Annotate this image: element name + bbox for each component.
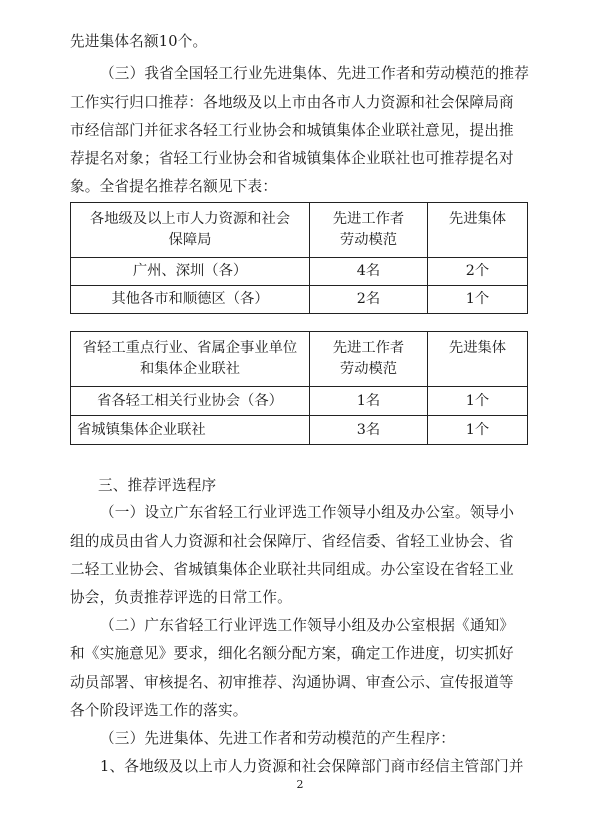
table-cell: 其他各市和顺德区（各） xyxy=(71,286,310,314)
table-row xyxy=(71,387,528,416)
table-header-row xyxy=(71,332,528,387)
table-header-row xyxy=(71,203,528,258)
paragraph-line: 各个阶段评选工作的落实。 xyxy=(70,702,248,719)
table-row xyxy=(71,258,528,286)
paragraph-line: （三）我省全国轻工行业先进集体、先进工作者和劳动模范的推荐 xyxy=(100,65,530,82)
table-row xyxy=(71,416,528,445)
table-header-cell: 省轻工重点行业、省属企事业单位 和集体企业联社 xyxy=(71,332,310,387)
table-cell: 2名 xyxy=(310,286,428,314)
paragraph-line: （三）先进集体、先进工作者和劳动模范的产生程序： xyxy=(100,730,456,747)
paragraph-line: 1、各地级及以上市人力资源和社会保障部门商市经信主管部门并 xyxy=(100,758,524,775)
paragraph-line: 先进集体名额10个。 xyxy=(70,33,208,50)
paragraph-line: 二轻工业协会、省城镇集体企业联社共同组成。办公室设在省轻工业 xyxy=(70,561,514,578)
paragraph-line: 荐提名对象；省轻工行业协会和省城镇集体企业联社也可推荐提名对 xyxy=(70,150,514,167)
table-cell: 1个 xyxy=(428,387,528,416)
paragraph-line: 组的成员由省人力资源和社会保障厅、省经信委、省轻工业协会、省 xyxy=(70,533,514,550)
section-heading: 三、推荐评选程序 xyxy=(98,477,217,494)
table-header-cell: 各地级及以上市人力资源和社会 保障局 xyxy=(71,203,310,258)
table-cell: 4名 xyxy=(310,258,428,286)
table-cell: 省各轻工相关行业协会（各） xyxy=(71,387,310,416)
paragraph-line: 和《实施意见》要求，细化名额分配方案，确定工作进度，切实抓好 xyxy=(70,645,514,662)
table-cell: 省城镇集体企业联社 xyxy=(71,416,310,445)
table-cell: 3名 xyxy=(310,416,428,445)
paragraph-line: 工作实行归口推荐：各地级及以上市由各市人力资源和社会保障局商 xyxy=(70,94,514,111)
paragraph-line: （一）设立广东省轻工行业评选工作领导小组及办公室。领导小 xyxy=(100,504,515,521)
table-header-cell: 先进集体 xyxy=(428,332,528,387)
table-row xyxy=(71,286,528,314)
page-number: 2 xyxy=(296,778,304,791)
table-cell: 2个 xyxy=(428,258,528,286)
table-header-cell: 先进工作者 劳动模范 xyxy=(310,203,428,258)
table-cell: 1个 xyxy=(428,416,528,445)
quota-table-municipal xyxy=(70,202,528,314)
paragraph-line: 协会，负责推荐评选的日常工作。 xyxy=(70,589,292,606)
paragraph-line: 象。全省提名推荐名额见下表： xyxy=(70,178,278,195)
quota-table-provincial xyxy=(70,331,528,445)
paragraph-line: （二）广东省轻工行业评选工作领导小组及办公室根据《通知》 xyxy=(100,617,515,634)
table-cell: 1名 xyxy=(310,387,428,416)
paragraph-line: 动员部署、审核提名、初审推荐、沟通协调、审查公示、宣传报道等 xyxy=(70,674,514,691)
table-cell: 广州、深圳（各） xyxy=(71,258,310,286)
table-cell: 1个 xyxy=(428,286,528,314)
table-header-cell: 先进工作者 劳动模范 xyxy=(310,332,428,387)
table-header-cell: 先进集体 xyxy=(428,203,528,258)
paragraph-line: 市经信部门并征求各轻工行业协会和城镇集体企业联社意见，提出推 xyxy=(70,122,514,139)
